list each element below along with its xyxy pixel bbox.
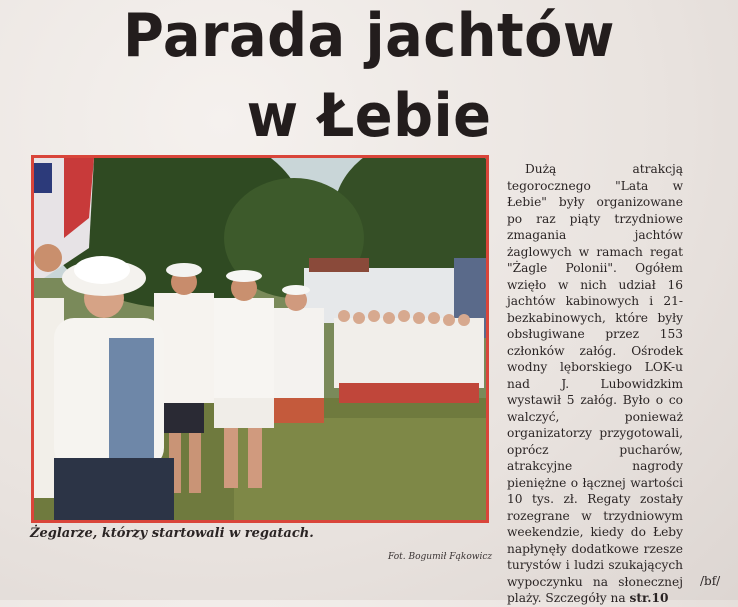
- headline-line-2: w Łebie: [246, 81, 492, 151]
- photo-credit: Fot. Bogumił Fąkowicz: [388, 552, 493, 562]
- article-text: Dużą atrakcją tegorocznego "Lata w Łebie" były organizowane po raz piąty trzydniowe zmagania jachtów żaglowych w ramach regat "Żagle Polonii". Ogółem wzięło w nich udział 16 jachtów kabinowych i 21-bezkabinowych, które były obsługiwane przez 153 członków załóg. Ośrodek wodny lęborskiego LOK-u nad J. Lubowidzkim wystawił 5 załóg. Było o co walczyć, ponieważ organizatorzy przygotowali, oprócz pucharów, atrakcyjne nagrody pieniężne o łącznej wartości 10 tys. zł. Regaty zostały rozegrane w trzydniowym weekendzie, kiedy do Łeby napłynęły dodatkowe rzesze turystów i ludzi szukających wypoczynku na słonecznej plaży. Szczegóły na: [507, 162, 683, 605]
- news-photo: [31, 155, 489, 523]
- article-body: [507, 161, 683, 607]
- author-signature: /bf/: [700, 574, 721, 588]
- photo-caption: Żeglarze, którzy startowali w regatach.: [30, 526, 314, 541]
- headline-line-1: Parada jachtów: [123, 1, 615, 71]
- page-reference: str.10: [629, 591, 669, 605]
- sailors-photo-illustration: [34, 158, 486, 520]
